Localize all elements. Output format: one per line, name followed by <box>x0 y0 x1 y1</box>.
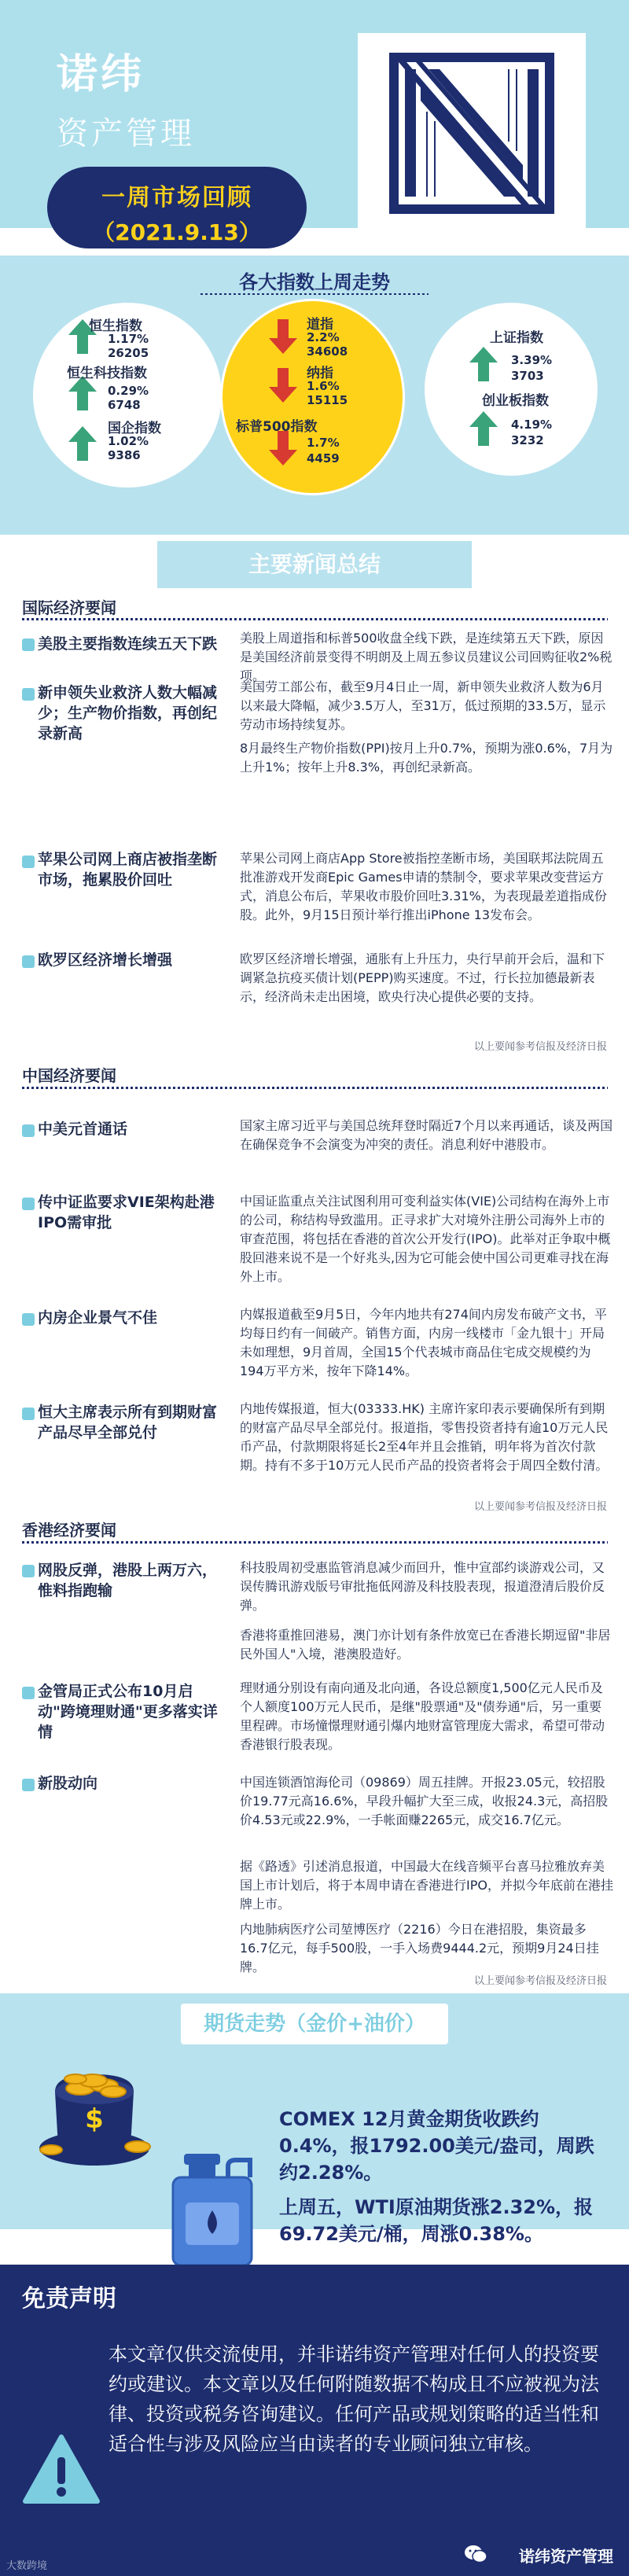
report-date: （2021.9.13） <box>93 219 261 245</box>
news-body: 科技股周初受惠监管消息减少而回升，惟中宣部约谈游戏公司，又误传腾讯游戏版号审批拖低网游及科技股表现，报道澄清后股价反弹。 <box>240 1560 605 1613</box>
index-row-hstech <box>67 362 208 412</box>
news-headline: 内房企业景气不佳 <box>38 1309 158 1327</box>
news-headline: 美股主要指数连续五天下跌 <box>38 635 218 653</box>
up-arrow-icon <box>468 411 499 446</box>
bullet-icon <box>22 688 35 701</box>
index-value: 4459 <box>307 451 340 466</box>
news-headline: 传中证监要求VIE架构赴港IPO需审批 <box>38 1194 215 1231</box>
bullet-icon <box>22 1565 35 1577</box>
divider <box>22 1087 608 1089</box>
news-body: 欧罗区经济增长增强，通胀有上升压力，央行早前开会后，温和下调紧急抗疫买债计划(PEPP)购买速度。不过，行长拉加德最新表示，经济尚未走出困境，欧央行决心提供必要的支持。 <box>240 951 605 1004</box>
news-body: 美股上周道指和标普500收盘全线下跌，是连续第五天下跌，原因是美国经济前景变得不明朗及上周五参议员建议公司回购征收2%税项。 <box>240 631 612 683</box>
news-headline: 网股反弹，港股上两万六，惟料指跑输 <box>38 1562 218 1599</box>
brand-logo <box>358 33 586 234</box>
index-name: 上证指数 <box>490 330 543 346</box>
index-row-nasdaq <box>267 362 393 409</box>
bullet-icon <box>22 1687 35 1699</box>
disclaimer-text: 本文章仅供交流使用，并非诺纬资产管理对任何人的投资要约或建议。本文章以及任何附随数据不构成且不应被视为法律、投资或税务咨询建议。任何产品或规划策略的适当性和适合性与涉及风险应当由读者的专业顾问独立审核。 <box>109 2343 599 2455</box>
index-pct: 1.17% <box>108 332 149 346</box>
bullet-icon <box>22 1124 35 1137</box>
index-name: 道指 <box>307 317 333 333</box>
index-row-sp500 <box>236 415 393 466</box>
index-row-chinext <box>468 389 578 447</box>
index-name: 恒生指数 <box>89 318 142 334</box>
index-name: 国企指数 <box>108 421 161 436</box>
intl-news-title: 国际经济要闻 <box>22 598 116 617</box>
index-name: 标普500指数 <box>236 419 318 435</box>
news-source: 以上要闻参考信报及经济日报 <box>473 1975 607 1987</box>
index-value: 3703 <box>511 369 544 383</box>
news-source: 以上要闻参考信报及经济日报 <box>473 1041 607 1053</box>
wechat-icon <box>464 2545 487 2563</box>
footer-watermark: 大数跨境 <box>6 2560 48 2572</box>
news-body: 香港将重推回港易，澳门亦计划有条件放宽已在香港长期逗留"非居民外国人"入境，港澳股造好。 <box>240 1628 611 1662</box>
news-body: 8月最终生产物价指数(PPI)按月上升0.7%，预期为涨0.6%，7月为上升1%；按年上升8.3%，再创纪录新高。 <box>240 741 613 775</box>
news-headline: 金管局正式公布10月启动"跨境理财通"更多落实详情 <box>38 1683 218 1741</box>
index-value: 6748 <box>108 398 141 412</box>
news-body: 中国证监重点关注试图利用可变利益实体(VIE)公司结构在海外上市的公司，称结构导致滥用。正寻求扩大对境外注册公司海外上市的审查范围，将包括在香港的首次公开发行(IPO)。此举对正争取中概股回港来说不是一个好兆头,因为它可能会使中国公司更难寻找在海外上市。 <box>240 1194 611 1284</box>
news-headline: 新股动向 <box>38 1775 98 1792</box>
index-pct: 0.29% <box>108 384 149 398</box>
index-pct: 3.39% <box>511 353 553 367</box>
news-headline: 恒大主席表示所有到期财富产品尽早全部兑付 <box>38 1404 218 1441</box>
up-arrow-icon <box>468 347 499 381</box>
report-title: 一周市场回顾 <box>101 184 252 212</box>
down-arrow-icon <box>267 319 299 354</box>
bullet-icon <box>22 1313 35 1326</box>
down-arrow-icon <box>267 368 299 403</box>
news-body: 理财通分别设有南向通及北向通，各设总额度1,500亿元人民币及个人额度100万元人民币，是继"股票通"及"债券通"后，另一重要里程碑。市场憧憬理财通引爆内地财富管理庞大需求，希望可带动香港银行股表现。 <box>240 1680 605 1752</box>
index-pct: 1.6% <box>307 379 340 393</box>
china-news-title: 中国经济要闻 <box>22 1066 116 1085</box>
news-body: 据《路透》引述消息报道，中国最大在线音频平台喜马拉雅放弃美国上市计划后，将于本周申请在香港进行IPO，并拟今年底前在港挂牌上市。 <box>240 1859 613 1912</box>
hk-news-title: 香港经济要闻 <box>22 1521 116 1540</box>
gold-coins-icon <box>31 2060 157 2170</box>
gold-futures-text: COMEX 12月黄金期货收跌约0.4%，报1792.00美元/盎司，周跌约2.28%。 <box>279 2108 594 2184</box>
index-name: 创业板指数 <box>482 393 549 409</box>
news-body: 内媒报道截至9月5日，今年内地共有274间内房发布破产文书，平均每日约有一间破产。销售方面，内房一线楼市「金九银十」开局未如理想，9月首周，全国15个代表城市商品住宅成交规模约为194万平方米，按年下降14%。 <box>240 1307 607 1378</box>
news-source: 以上要闻参考信报及经济日报 <box>473 1501 607 1513</box>
news-headline: 新申领失业救济人数大幅减少；生产物价指数，再创纪录新高 <box>38 684 218 742</box>
bullet-icon <box>22 1198 35 1210</box>
index-value: 3232 <box>511 433 544 447</box>
brand-name: 诺纬 <box>57 51 145 98</box>
index-value: 9386 <box>108 448 141 462</box>
news-body: 美国劳工部公布，截至9月4日止一周，新申领失业救济人数为6月以来最大降幅，减少3.5万人，至31万，低过预期的33.5万，显示劳动市场持续复苏。 <box>240 679 606 732</box>
news-headline: 中美元首通话 <box>38 1121 128 1138</box>
divider <box>22 618 608 620</box>
news-body: 内地肺病医疗公司堃博医疗（2216）今日在港招股，集资最多16.7亿元，每手500股，一手入场费9444.2元，预期9月24日挂牌。 <box>240 1922 599 1974</box>
index-name: 纳指 <box>307 366 333 381</box>
report-pill <box>47 167 307 248</box>
down-arrow-icon <box>267 431 299 466</box>
index-row-hsi <box>67 315 208 362</box>
index-value: 34608 <box>307 344 348 359</box>
news-body: 中国连锁酒馆海伦司（09869）周五挂牌。开报23.05元，较招股价19.77元高16.6%，早段升幅扩大至三成，收报24.3元，高招股价4.53元或22.9%，一手帐面赚2265元，成交16.7亿元。 <box>240 1775 609 1827</box>
up-arrow-icon <box>67 426 98 461</box>
svg-text:$: $ <box>85 2103 104 2135</box>
divider <box>22 1541 608 1544</box>
news-banner: 主要新闻总结 <box>157 541 472 588</box>
bullet-icon <box>22 638 35 651</box>
index-name: 恒生科技指数 <box>67 366 147 381</box>
news-body: 苹果公司网上商店App Store被指控垄断市场，美国联邦法院周五批准游戏开发商Epic Games申请的禁制令，要求苹果改变营运方式，消息公布后，苹果收市股价回吐3.31%，为表现最差道指成份股。此外，9月15日预计举行推出iPhone 13发布会。 <box>240 851 607 922</box>
warning-icon <box>22 2434 101 2504</box>
index-pct: 2.2% <box>307 330 340 344</box>
index-pct: 1.7% <box>307 436 340 450</box>
bullet-icon <box>22 1408 35 1420</box>
index-section-title: 各大指数上周走势 <box>239 271 390 293</box>
bullet-icon <box>22 1779 35 1791</box>
news-body: 内地传媒报道，恒大(03333.HK) 主席许家印表示要确保所有到期的财富产品尽早全部兑付。报道指，零售投资者持有逾10万元人民币产品，付款期限将延长2至4年并且会推销，明年将为首次付款期。持有不多于10万元人民币产品的投资者将会于周四全数付清。 <box>240 1401 609 1473</box>
bullet-icon <box>22 856 35 868</box>
bullet-icon <box>22 955 35 968</box>
oil-futures-text: 上周五，WTI原油期货涨2.32%，报69.72美元/桶，周涨0.38%。 <box>279 2196 594 2245</box>
news-body: 国家主席习近平与美国总统拜登时隔近7个月以来再通话，谈及两国在确保竞争不会演变为冲突的责任。消息利好中港股市。 <box>240 1118 613 1152</box>
footer-brand: 诺纬资产管理 <box>519 2547 613 2566</box>
index-value: 15115 <box>307 393 348 407</box>
news-headline: 欧罗区经济增长增强 <box>38 951 173 969</box>
title-underline <box>200 293 429 296</box>
futures-banner: 期货走势（金价+油价） <box>181 2004 448 2044</box>
index-row-shcomp <box>468 326 578 383</box>
brand-subtitle: 资产管理 <box>57 116 195 152</box>
index-value: 26205 <box>108 346 149 360</box>
news-headline: 苹果公司网上商店被指垄断市场，拖累股价回吐 <box>38 851 218 889</box>
index-row-dji <box>267 313 393 360</box>
index-pct: 1.02% <box>108 434 149 448</box>
index-pct: 4.19% <box>511 418 553 432</box>
disclaimer-title: 免责声明 <box>22 2285 116 2313</box>
index-row-hscei <box>67 417 208 464</box>
oil-can-icon <box>165 2151 259 2269</box>
